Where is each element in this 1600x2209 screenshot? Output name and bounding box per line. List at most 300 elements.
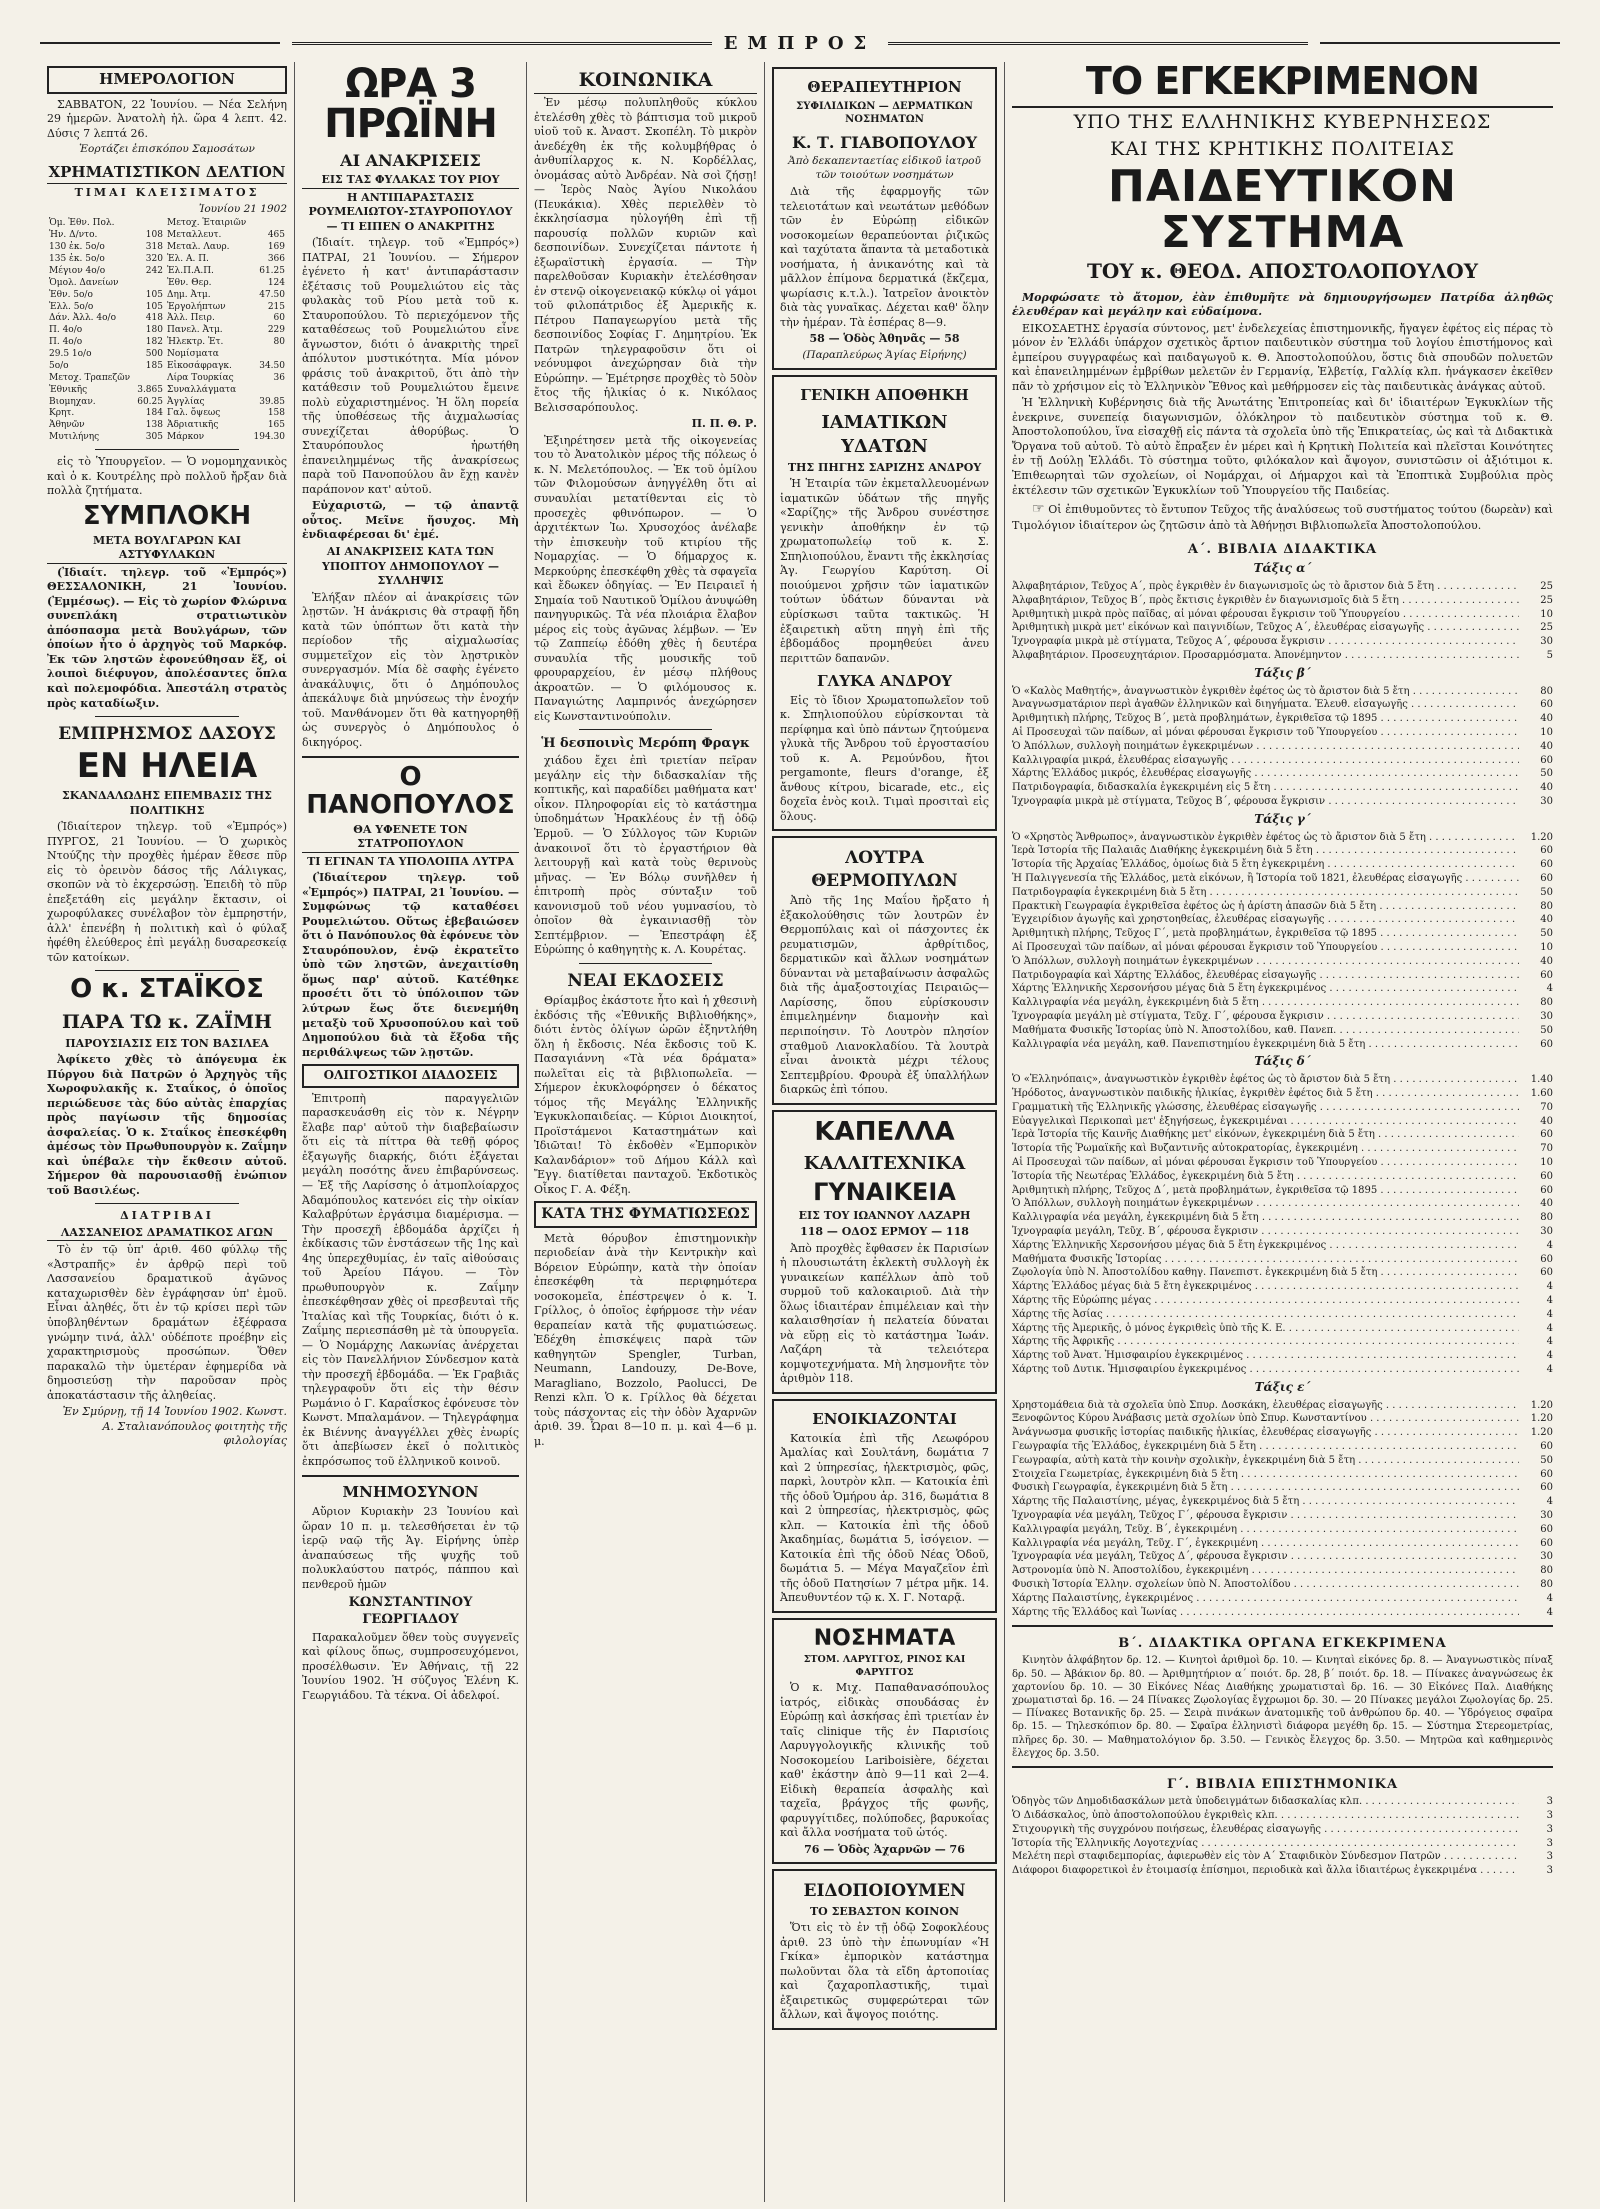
book-item [1012, 1537, 1553, 1551]
book-title: Ἡρόδοτος, ἀναγνωστικὸν παιδικῆς ἡλικίας, ἐγκριθὲν ἐφέτος διὰ 5 ἔτη . . . [1012, 1087, 1519, 1101]
rate-label: Γαλ. ὄψεως [166, 408, 221, 419]
ad-paragraph-2: Ἡ Ἑλληνικὴ Κυβέρνησις διὰ τῆς Ἀνωτάτης Ἐπιτροπείας καὶ δι' ἰδιαιτέρων Ἐγκυκλίων τῆς ἐνεκρινε, συνεπείᾳ διαγωνισμῶν, ὁλόκληρον τὸ παιδευτικὸν σύστημα τοῦ κ. Θ. Ἀποστολοπούλου, ἵνα εἰσαχθῇ εἰς πάντα τὰ σχολεῖα ὑπὸ τῆς Ἐπικρατείας, ὡς καὶ τὰ Διδακτικὰ Ὄργανα τοῦ αὐτοῦ. Τὸ αὐτὸ ἔπραξεν ἐν μέρει καὶ ἡ Κρητικὴ Πολιτεία καὶ πλεῖσται Κοινότητες ἐν τῇ Δούλῃ Ἑλλάδι. Τὸ σύστημα τοῦτο, φιλόκαλον καὶ ἄψογον, συνιστῶσιν οἱ ἀξιότιμοι κ. Ἐπιθεωρηταὶ τῶν σχολείων, οἱ Νομάρχαι, οἱ Δήμαρχοι καὶ τὰ Ἐποπτικὰ Συμβούλια πρὸς ἐκτέλεσιν τῶν σχετικῶν Ἐγκυκλίων τοῦ Ὑπουργείου τῆς Παιδείας. [1012, 396, 1553, 497]
column-5-ad [1005, 62, 1560, 2202]
book-price: 60 [1540, 754, 1553, 766]
rate-value [251, 349, 288, 361]
rate-label: Συναλλάγματα [166, 384, 237, 395]
book-title: Χάρτης τῆς Ἀμερικῆς, ὁ μόνος ἐγκριθεὶς ὑπὸ τῆς Κ. Ε. . . . [1012, 1322, 1519, 1336]
book-price: 1.20 [1530, 1399, 1553, 1411]
book-title: Εὐαγγελικαὶ Περικοπαὶ μετ' ἐξηγήσεως, ἐγκεκριμέναι . . . [1012, 1115, 1519, 1129]
book-item [1012, 996, 1553, 1010]
exchange-table [47, 218, 287, 444]
rate-value: 215 [267, 301, 285, 312]
book-title: Γεωγραφία, αὐτὴ κατὰ τὴν κοινὴν σχολικὴν, ἐγκεκριμένη διὰ 5 ἔτη . . . [1012, 1454, 1519, 1468]
book-title: Χάρτης τῆς Ἀφρικῆς . . . [1012, 1335, 1519, 1349]
signature-koinonika: Π. Π. Θ. Ρ. [691, 417, 757, 431]
article-mnimosynon-2: Παρακαλοῦμεν ὅθεν τοὺς συγγενεῖς καὶ φίλους ὅπως, συμπροσευχόμενοι, προσέλθωσιν. Ἐν Ἀθήναις, τῇ 22 Ἰουνίου 1902. Ἡ σύζυγος Ἑλένη Κ. Γεωργιάδου. Τὰ τέκνα. Οἱ ἀδελφοί. [302, 1630, 519, 1702]
rate-label: Ἑλλ. 5ο/ο [49, 301, 94, 312]
rate-value [134, 278, 165, 290]
headline-staikos: Ο κ. ΣΤΑΪΚΟΣ [70, 974, 264, 1005]
book-item [1012, 1225, 1553, 1239]
book-item [1012, 1426, 1553, 1440]
subheadline-panopoulos: ΘΑ ΥΦΕΝΕΤΕ ΤΟΝ ΣΤΑΤΡΟΠΟΥΛΟΝ [302, 823, 519, 853]
book-price: 80 [1540, 685, 1553, 697]
book-item [1012, 712, 1553, 726]
book-title: Ἰχνογραφία νέα μεγάλη, Τεῦχος Γ΄, φέρουσα ἔγκρισιν . . . [1012, 1509, 1519, 1523]
book-title: Καλλιγραφία νέα μεγάλη, ἐγκεκριμένη διὰ 5 ἔτη . . . [1012, 996, 1519, 1010]
article-olivoi: Ἐπιτροπὴ παραγγελιῶν παρασκευάσθη εἰς τὸν κ. Νέγρην ἔλαβε παρ' αὐτοῦ τὴν διαβεβαίωσιν ὅτι εἰς τὰ πίττρα θὰ τεθῇ φόρος ἐξαγωγῆς διαρκής, διότι ἐξάγεται μεγάλη ποσότης ἄνευ ἐπιβαρύνσεως. — Ἐξ τῆς Λαρίσσης ὁ ἀτμοπλοίαρχος Ἀδαμόπουλος κατενόει εἰς τὴν οἰκίαν Καλαβρύτων ἐργάσιμα διαμέρισμα. — Τὴν προσεχῆ ἑβδομάδα ἀρχίζει ἡ ἐκδίκασις τῶν ἐνστάσεων τῆς 1ης καὶ 4ης ὑπερεχθυμίας, ἐν ταῖς αἰθούσαις τοῦ Ἀρείου Πάγου. — Τὸν πρωθυπουργὸν κ. Ζαΐμην ἐπεσκέφθησαν χθὲς οἱ πρεσβευταὶ τῆς Ἰταλίας καὶ τῆς Τουρκίας, διότι ὁ κ. Ζαΐμης περιεσπάσθη μὲ τὰ ὑπουργεῖα. — Ὁ Νομάρχης Λακωνίας ἀνέρχεται εἰς τὸν Πανελλήνιον Σύνδεσμον κατὰ τὴν προσεχῆ ἑβδομάδα. — Ἐκ Γραβιᾶς τηλεγραφοῦν ὅτι εἰς τὴν θέσιν Ρωμάνιο ὁ Γ. Καραΐσκος ἐφόνευσε τὸν Κωνστ. Μπαλαμάνον. — Τηλεγράφημα ἐκ Βιέννης ἀναγγέλλει χθὲς ἐνωρίς ὅτι ἀπεβίωσεν ἐκεῖ ὁ πολιτικὸς ἐκπρόσωπος τοῦ ἑλληνικοῦ κοινοῦ. [302, 1091, 519, 1468]
rate-value [134, 373, 165, 385]
rate-row [47, 373, 287, 385]
ad-loutra-heading: ΛΟΥΤΡΑ ΘΕΡΜΟΠΥΛΩΝ [811, 848, 958, 891]
rate-label: Δημ. Ἀτμ. [166, 289, 211, 300]
grade-heading: Τάξις ε΄ [1254, 1379, 1311, 1394]
ad-enoikiazontai [772, 1399, 997, 1613]
book-price: 60 [1540, 859, 1553, 871]
headline-mnimosynon: ΜΝΗΜΟΣΥΝΟΝ [342, 1483, 479, 1502]
book-title: Αἱ Προσευχαὶ τῶν παίδων, αἱ μόναι φέρουσαι ἔγκρισιν τοῦ Ὑπουργείου . . . [1012, 941, 1519, 955]
book-title: Ἰχνογραφία μικρὰ μὲ στίγματα, Τεῦχος Α΄, φέρουσα ἔγκρισιν . . . [1012, 635, 1519, 649]
book-title: Χάρτης Ἑλλάδος μικρός, ἐλευθέρας εἰσαγωγῆς . . . [1012, 767, 1519, 781]
article-panopoulos: (Ἰδιαίτερον τηλεγρ. τοῦ «Ἐμπρός») ΠΑΤΡΑΙ, 21 Ἰουνίου. — Συμφώνως τῷ καταθέσει Ρουμελιώτου. Οὕτως ἐβεβαιώσεν ὅτι ὁ Πανόπουλος θὰ ἐφόνευε τὸν Σταυρόπουλον, ἐνῷ ἐκρατεῖτο ὑπὸ τῶν ληστῶν, ἀνεχαιτίσθη ὅμως παρ' αὐτοῦ. Κατέθηκε προσέτι ὅτι τὸ ὑπόλοιπον τῶν λύτρων ἕως ὅτε διενεμήθη μεταξὺ τοῦ Χρυσοπούλου καὶ τοῦ Δημοπούλου διὰ τὰ ἔξοδα τῆς περιθάλψεως τῶν λῃστῶν. [302, 871, 519, 1059]
book-item [1012, 754, 1553, 768]
book-price: 60 [1540, 1129, 1553, 1141]
book-title: Ὁ «Ἑλληνόπαις», ἀναγνωστικὸν ἐγκριθὲν ἐφέτος ὡς τὸ ἄριστον διὰ 5 ἔτη . . . [1012, 1073, 1519, 1087]
book-title: Καλλιγραφία νέα μεγάλη, καθ. Πανεπιστημίου ἐγκεκριμένη διὰ 5 ἔτη . . . [1012, 1038, 1519, 1052]
book-price: 4 [1546, 1239, 1553, 1251]
book-item [1012, 886, 1553, 900]
book-title: Ὁ Ἀπόλλων, συλλογὴ ποιημάτων ἐγκεκριμένων . . . [1012, 955, 1519, 969]
book-title: Ἀριθμητικὴ μικρὰ πρὸς παῖδας, αἱ μόναι φέρουσαι ἔγκρισιν τοῦ Ὑπουργείου . . . [1012, 608, 1519, 622]
rate-label: Πανελ. Ἀτμ. [166, 325, 223, 336]
book-title: Στοιχεῖα Γεωμετρίας, ἐγκεκριμένη διὰ 5 ἔτη . . . [1012, 1468, 1519, 1482]
book-title: Ἰχνογραφία μεγάλη μὲ στίγματα, Τεῦχ. Γ΄, φέρουσα ἔγκρισιν . . . [1012, 1010, 1519, 1024]
rate-label: Βιομηχαν. [49, 396, 96, 407]
book-price: 50 [1540, 1024, 1553, 1036]
book-title: Ἱστορία τῆς Ῥωμαϊκῆς καὶ Βυζαντινῆς αὐτοκρατορίας, ἐγκεκριμένη . . . [1012, 1142, 1519, 1156]
rate-row [47, 230, 287, 242]
ad-headline: ΠΑΙΔΕΥΤΙΚΟΝ ΣΥΣΤΗΜΑ [1108, 161, 1457, 259]
book-price: 4 [1546, 1496, 1553, 1508]
book-item [1012, 1322, 1553, 1336]
grade-heading: Τάξις δ΄ [1254, 1054, 1311, 1069]
book-price: 60 [1540, 845, 1553, 857]
book-price: 30 [1540, 636, 1553, 648]
book-item [1012, 1211, 1553, 1225]
name-mnimosynon: ΚΩΝΣΤΑΝΤΙΝΟΥ ΓΕΩΡΓΙΑΔΟΥ [348, 1595, 473, 1628]
ad-loutra [772, 836, 997, 1104]
book-price: 10 [1540, 1156, 1553, 1168]
book-item [1012, 726, 1553, 740]
book-title: Ἱστορία τῆς Ἀρχαίας Ἑλλάδος, ὁμοίως διὰ 5 ἔτη ἐγκεκριμένη . . . [1012, 858, 1519, 872]
book-price: 40 [1540, 713, 1553, 725]
book-item [1012, 1481, 1553, 1495]
rate-row [47, 337, 287, 349]
rate-value: 61.25 [259, 265, 285, 276]
subheadline-staikos-2: ΠΑΡΟΥΣΙΑΣΙΣ ΕΙΣ ΤΟΝ ΒΑΣΙΛΕΑ [65, 1036, 269, 1050]
rate-row [47, 420, 287, 432]
ad-therap-sub2: Ἀπὸ δεκαπενταετίας εἰδικοῦ ἰατροῦ τῶν τοιούτων νοσημάτων [788, 155, 981, 182]
book-title: Ἀριθμητικὴ πλήρης, Τεῦχος Β΄, μετὰ προβλημάτων, ἐγκριθεῖσα τῷ 1895 . . . [1012, 712, 1519, 726]
book-price: 4 [1546, 1350, 1553, 1362]
book-price: 80 [1540, 1578, 1553, 1590]
divider [1012, 1766, 1553, 1768]
ad-therap-address-2: (Παραπλεύρως Ἁγίας Εἰρήνης) [802, 348, 967, 361]
book-item [1012, 1837, 1553, 1851]
book-price: 60 [1540, 1523, 1553, 1535]
ad-enoik-text: Κατοικία ἐπὶ τῆς Λεωφόρου Ἀμαλίας καὶ Σουλτάνη, δωμάτια 7 καὶ 2 ὑπηρεσίας, ἠλεκτρισμὸς, φῶς, παρκὶ, λουτρὸν κλπ. — Κατοικία ἐπὶ τῆς ὁδοῦ Ὁμήρου ἀρ. 316, δωμάτια 8 καὶ 2 ὑπηρεσίας, ἠλεκτρισμὸς, φῶς κλπ. — Κατοικία ἐπὶ τῆς ὁδοῦ Ἀκαδημίας, δωμάτια 5, ἰσόγειον. — Κατοικία ἐπὶ τῆς ὁδοῦ Νέας Ὁδοῦ, δωμάτια 5. — Μέγα Μαγαζεῖον ἐπὶ τῆς ὁδοῦ Πατησίων 7 μέτρα μῆκ. 14. Ἀπευθυντέον τῷ κ. Χ. Γ. Νοταρᾷ. [780, 1431, 989, 1605]
column-1 [40, 62, 295, 2202]
book-title: Πατριδογραφία, διδασκαλία ἐγκεκριμένη εἰς 5 ἔτη . . . [1012, 781, 1519, 795]
book-item [1012, 858, 1553, 872]
book-title: Μαθήματα Φυσικῆς Ἱστορίας . . . [1012, 1253, 1519, 1267]
book-title: Πατριδογραφία καὶ Χάρτης Ἑλλάδος, ἐλευθέρας εἰσαγωγῆς . . . [1012, 969, 1519, 983]
book-list [1012, 1073, 1553, 1377]
rate-value [251, 218, 288, 230]
masthead [40, 30, 1560, 56]
book-item [1012, 1184, 1553, 1198]
rate-label: Ἐθν. 5ο/ο [49, 289, 93, 300]
book-title: Ἱστορία τῆς Ἑλληνικῆς Λογοτεχνίας . . . [1012, 1837, 1519, 1851]
rate-label: Π. 4ο/ο [49, 337, 83, 348]
book-title: Μαθήματα Φυσικῆς Ἱστορίας ὑπὸ Ν. Ἀποστολίδου, καθ. Πανεπ. . . . [1012, 1024, 1519, 1038]
book-item [1012, 1308, 1553, 1322]
book-item [1012, 740, 1553, 754]
section-b-text: Κινητὸν ἀλφάβητον δρ. 12. — Κινητοὶ ἀριθμοὶ δρ. 10. — Κινηταὶ εἰκόνες δρ. 8. — Ἀναγνωστικὸς πίναξ δρ. 50. — Ἀβάκιον δρ. 80. — Ἀριθμητήριον α΄ ποιότ. δρ. 28, β΄ ποιότ. δρ. 18. — Πίνακες ἀναγνώσεως ἐκ χαρτονίου δρ. 10. — 30 Εἰκόνες Νέας Διαθήκης χρωματισταὶ δρ. 16. — 30 Εἰκόνες Παλ. Διαθήκης χρωματισταὶ δρ. 16. — 24 Πίνακες Ζῳολογίας ἔγχρωμοι δρ. 30. — 20 Πίνακες μεγάλοι Ζῳολογίας δρ. 25. — Πίνακες Βοτανικῆς δρ. 25. — Σειρὰ πινάκων ἀνατομικῆς τοῦ ἀνθρώπου δρ. 40. — Ὑδρόγειος σφαῖρα δρ. 15. — Τηλεσκόπιον δρ. 80. — Σφαῖρα ἐλληνιστὶ διάφορα μεγέθη δρ. 15. — Σύστημα Στερεομετρίας, πλῆρες δρ. 30. — Μαθηματολόγιον δρ. 3.50. — Γενικὸς ἔλεγχος δρ. 3.50. — Μητρῶα καὶ καθημερινὸς ἔλεγχος δρ. 3.50. [1012, 1655, 1553, 1759]
rate-value: 3.865 [137, 384, 163, 395]
rate-label: Μετοχ. Ἑταιριῶν [166, 218, 247, 229]
book-price: 80 [1540, 1212, 1553, 1224]
book-item [1012, 1606, 1553, 1620]
book-price: 3 [1546, 1865, 1553, 1877]
book-price: 60 [1540, 1482, 1553, 1494]
book-item [1012, 1128, 1553, 1142]
headline-merops: Ἡ δεσποινὶς Μερόπη Φραγκ [541, 736, 750, 752]
rate-label: Μάρκον [166, 432, 205, 443]
rate-row [47, 290, 287, 302]
book-price: 40 [1540, 955, 1553, 967]
book-price: 60 [1540, 699, 1553, 711]
grade-lists [1012, 561, 1553, 1619]
book-price: 4 [1546, 1592, 1553, 1604]
book-price: 10 [1540, 608, 1553, 620]
rate-label: 130 ἐκ. 5ο/ο [49, 242, 105, 253]
divider [95, 716, 239, 717]
rate-value: 320 [145, 254, 163, 264]
book-item [1012, 698, 1553, 712]
book-title: Ὁ «Καλὸς Μαθητής», ἀναγνωστικὸν ἐγκριθὲν ἐφέτος ὡς τὸ ἄριστον διὰ 5 ἔτη . . . [1012, 685, 1519, 699]
headline-emprismos: ΕΜΠΡΗΣΜΟΣ ΔΑΣΟΥΣ [58, 724, 276, 745]
book-price: 60 [1540, 1267, 1553, 1279]
exchange-date: Ἰουνίου 21 1902 [198, 202, 287, 215]
rate-value: 39.85 [259, 396, 285, 407]
book-title: Φυσικὴ Γεωγραφία, ἐγκεκριμένη διὰ 5 ἔτη . . . [1012, 1481, 1519, 1495]
book-title: Ἀστρονομία ὑπὸ Ν. Ἀποστολίδου, ἐγκεκριμένη . . . [1012, 1564, 1519, 1578]
rate-value: 318 [145, 242, 163, 253]
book-item [1012, 1823, 1553, 1837]
book-price: 50 [1540, 768, 1553, 780]
section-c-list [1012, 1795, 1553, 1878]
book-item [1012, 1142, 1553, 1156]
book-price: 1.20 [1530, 831, 1553, 843]
masthead-rule [292, 42, 712, 45]
rate-value: 242 [145, 265, 163, 276]
book-title: Καλλιγραφία μεγάλη, Τεῦχ. Β΄, ἐγκεκριμένη . . . [1012, 1523, 1519, 1537]
book-item [1012, 1864, 1553, 1878]
ad-eidopoioumen-text: Ὅτι εἰς τὸ ἐν τῇ ὁδῷ Σοφοκλέους ἀριθ. 23 ὑπὸ τὴν ἐπωνυμίαν «Ἡ Γκίκα» ἐμπορικὸν κατάστημα πωλοῦνται ὅλα τὰ εἴδη ἀρτοποιίας καὶ ζαχαροπλαστικῆς, τιμαὶ ἐξαιρετικῶς συμφερώτεραι τῶν ἄλλων, καὶ ἄψογος ποιότης. [780, 1921, 989, 2022]
column-4 [765, 62, 1005, 2202]
masthead-title: ΕΜΠΡΟΣ [723, 32, 877, 54]
book-title: Ἱερὰ Ἱστορία τῆς Παλαιᾶς Διαθήκης ἐγκεκριμένη διὰ 5 ἔτη . . . [1012, 844, 1519, 858]
rate-value: 138 [145, 420, 163, 431]
book-price: 70 [1540, 1143, 1553, 1155]
rate-value: 194.30 [253, 432, 285, 443]
subheadline-ora-3: Η ΑΝΤΙΠΑΡΑΣΤΑΣΙΣ ΡΟΥΜΕΛΙΩΤΟΥ-ΣΤΑΥΡΟΠΟΥΛΟΥ — ΤΙ ΕΙΠΕΝ Ο ΑΝΑΚΡΙΤΗΣ [308, 190, 513, 233]
ad-gynaikeia: ΓΥΝΑΙΚΕΙΑ [813, 1177, 956, 1206]
article-koinonika-2: Ἐξιηρέτησεν μετὰ τῆς οἰκογενείας του τὸ Ἀνατολικὸν μέρος τῆς πόλεως ὁ κ. Ν. Μελετόπουλος. — Ἐκ τοῦ ὁμίλου τῶν Φιλομούσων ἀνηγγέλθη ὅτι αἱ συναυλίαι μετατίθενται εἰς τὸ προσεχὲς φθινόπωρον. — Ὁ ἀρχιτέκτων Ἰω. Χρυσοχόος ἀνέλαβε τὴν ἐπισκευὴν τοῦ κτιρίου τῆς Νομαρχίας. — Ὁ δήμαρχος κ. Μερκούρης ἐπεσκέφθη χθὲς τὰ σφαγεῖα καὶ ἔδωκεν ὁδηγίας. — Ἐν Πειραιεῖ ἡ Σημαία τοῦ Ναυτικοῦ Ὁμίλου ἀνυψώθη πανηγυρικῶς. Τὰ νέα πλοιάρια ἔλαβον μέρος εἰς τοὺς ἀγῶνας λέμβων. — Ἐν τῷ Ζαππείῳ ἐδόθη χθὲς ἡ δευτέρα συναυλία τῆς μουσικῆς τοῦ φρουραρχείου, ἐν μέσῳ πλήθους ἀκροατῶν. — Ὁ φιλόμουσος κ. Παναγιώτης Λαμπρινός ἀνεχώρησεν εἰς Κωνσταντινούπολιν. [534, 433, 757, 723]
article-merops: χιάδου ἔχει ἐπὶ τριετίαν πεῖραν μεγάλην εἰς τὴν διδασκαλίαν τῆς κοπτικῆς, καὶ παραδίδει μαθήματα κατ' οἶκον. Πληροφορίαι εἰς τὸ κατάστημα ὑποδημάτων Ἡρακλέους ἐν τῇ ὁδῷ Ἑρμοῦ. — Ὁ Σύλλογος τῶν Κυριῶν ἀνακοινοῖ ὅτι τὸ ἐργαστήριον θὰ λειτουργῇ καὶ κατὰ τοὺς θερινοὺς μῆνας. — Ἐν Βόλῳ συνῆλθεν ἡ ἐπιτροπὴ πρὸς σύνταξιν τοῦ κανονισμοῦ τοῦ νέου γυμνασίου, τὸ ὁποῖον θὰ ἐγκαινιασθῇ τὸν Σεπτέμβριον. — Ἐπεστράφη ἐξ Εὐρώπης ὁ καθηγητὴς κ. Λ. Κουρέτας. [534, 754, 757, 957]
book-title: Ὁδηγὸς τῶν Δημοδιδασκάλων μετὰ ὑποδειγμάτων διδασκαλίας κλπ. . . . [1012, 1795, 1519, 1809]
book-item [1012, 1440, 1553, 1454]
book-title: Αἱ Προσευχαὶ τῶν παίδων, αἱ μόναι φέρουσαι ἔγκρισιν τοῦ Ὑπουργείου . . . [1012, 726, 1519, 740]
rate-row [47, 254, 287, 266]
book-price: 25 [1540, 594, 1553, 606]
headline-ileia: ΕΝ ΗΛΕΙΑ [76, 746, 258, 787]
ad-gynaikeia-address: 118 — ΟΔΟΣ ΕΡΜΟΥ — 118 [800, 1225, 969, 1239]
book-price: 4 [1546, 1336, 1553, 1348]
book-item [1012, 1038, 1553, 1052]
book-title: Φυσικὴ Ἱστορία Ἑλλην. σχολείων ὑπὸ Ν. Ἀποστολίδου . . . [1012, 1578, 1519, 1592]
rate-label: Ἀθηνῶν [49, 420, 85, 431]
book-price: 80 [1540, 900, 1553, 912]
rate-row [47, 385, 287, 397]
book-price: 60 [1540, 1170, 1553, 1182]
rate-row [47, 397, 287, 409]
book-item [1012, 1266, 1553, 1280]
book-item [1012, 1115, 1553, 1129]
ad-line-2: ΚΑΙ ΤΗΣ ΚΡΗΤΙΚΗΣ ΠΟΛΙΤΕΙΑΣ [1110, 137, 1455, 160]
book-price: 40 [1540, 740, 1553, 752]
ad-therap-heading: ΘΕΡΑΠΕΥΤΗΡΙΟΝ [807, 78, 962, 96]
book-price: 60 [1540, 1184, 1553, 1196]
rate-label: Νομίσματα [166, 349, 219, 359]
rate-label: Π. 4ο/ο [49, 325, 83, 336]
ad-apothiki-text: Ἡ Ἑταιρία τῶν ἐκμεταλλευομένων ἰαματικῶν ὑδάτων τῆς πηγῆς «Σαρίζης» τῆς Ἄνδρου συνέστησε γενικὴν ἀποθήκην ἐν τῷ χρωματοπωλείῳ τοῦ κ. Σ. Σπηλιοπούλου, ἔναντι τῆς ἐκκλησίας Ἁγ. Γεωργίου Καρύτση. Οἱ ποιούμενοι χρῆσιν τῶν ἰαματικῶν τούτων ὑδάτων δύνανται νὰ εὑρίσκωσι ταῦτα τακτικῶς. Ἡ ἐξαιρετικὴ αὕτη πηγὴ ἐπὶ τῆς ἑβδομάδος προμηθεύει ἀνευ περιττῶν δαπανῶν. [780, 477, 989, 665]
grade-heading: Τάξις α΄ [1253, 561, 1312, 576]
section-diatrivai: ΔΙΑΤΡΙΒΑΙ [120, 1209, 214, 1223]
book-item [1012, 1156, 1553, 1170]
ad-paragraph-1: ΕΙΚΟΣΑΕΤΗΣ ἐργασία σύντονος, μετ' ἐνδελεχείας ἐπιστημονικῆς, ἤγαγεν ἐφέτος εἰς πέρας τὸ μόνον ἐν Ἑλλάδι ὑπάρχον σχετικὸς ἄρτιον παιδευτικὸν σύστημα τοῦ λογίου ἐπιστήμονος καὶ ἐμπείρου συγγραφέως καὶ παιδαγωγοῦ κ. Θ. Ἀποστολοπούλου, ὅστις διὰ σπουδῶν πολυετῶν καὶ ἐπανειλημμένων ἐμβρίθων μελετῶν ἐν Γερμανίᾳ, Ἑλβετίᾳ, Γαλλίᾳ κλπ. ἠνάγκασεν ἐκεῖθεν πᾶν τὸ χρήσιμον εἰς τὸ Ἑλληνικὸν Ἔθνος καὶ μεθήρμοσεν εἰς τὰς παιδευτικὰς ἀνάγκας αὐτοῦ. [1012, 321, 1553, 393]
book-price: 3 [1546, 1796, 1553, 1808]
headline-fymatiosis: ΚΑΤΑ ΤΗΣ ΦΥΜΑΤΙΩΣΕΩΣ [534, 1201, 757, 1227]
book-item [1012, 580, 1553, 594]
book-item [1012, 831, 1553, 845]
rate-label: Κρητ. [49, 408, 75, 419]
book-price: 50 [1540, 928, 1553, 940]
book-title: Χάρτης τοῦ Δυτικ. Ἡμισφαιρίου ἐγκεκριμένος . . . [1012, 1363, 1519, 1377]
book-title: Ἀλφαβητάριον. Προσευχητάριον. Προσαρμόσματα. Ἀπονέμηντον . . . [1012, 649, 1519, 663]
subheadline-panopoulos-2: ΤΙ ΕΓΙΝΑΝ ΤΑ ΥΠΟΛΟΙΠΑ ΛΥΤΡΑ [307, 854, 514, 868]
article-staikos: Ἀφίκετο χθὲς τὸ ἀπόγευμα ἐκ Πύργου διὰ Πατρῶν ὁ Ἀρχηγὸς τῆς Χωροφυλακῆς κ. Σταΐκος, ὁ ὁποῖος περιώδευσε τὰς δύο αὐτὰς ἐπαρχίας πρὸς παγίωσιν τῆς δημοσίας ἀσφαλείας. Ὁ κ. Σταΐκος ἐπεσκέφθη ἀμέσως τὸν Πρωθυπουργὸν κ. Ζαΐμην καὶ ὑπέβαλε τὴν ἔκθεσιν αὐτοῦ. Σήμερον θὰ παρουσιασθῇ ἐνώπιον τοῦ Βασιλέως. [47, 1053, 287, 1197]
rate-label: Ἑλ. Α. Π. [166, 254, 209, 264]
book-item [1012, 955, 1553, 969]
ad-therap-sub: ΣΥΦΙΛΙΔΙΚΩΝ — ΔΕΡΜΑΤΙΚΩΝ ΝΟΣΗΜΑΤΩΝ [796, 100, 973, 125]
book-price: 25 [1540, 581, 1553, 592]
book-title: Ἐγχειρίδιον ἀγωγῆς καὶ χρηστοηθείας, ἐλευθέρας εἰσαγωγῆς . . . [1012, 913, 1519, 927]
book-title: Ὁ Ἀπόλλων, συλλογὴ ποιημάτων ἐγκεκριμένων . . . [1012, 740, 1519, 754]
book-item [1012, 1087, 1553, 1101]
book-price: 40 [1540, 1198, 1553, 1210]
book-title: Χάρτης Ἑλληνικῆς Χερσονήσου μέγας διὰ 5 ἔτη ἐγκεκριμένος . . . [1012, 982, 1519, 996]
rate-row [47, 302, 287, 314]
headline-panopoulos: Ο ΠΑΝΟΠΟΥΛΟΣ [306, 762, 515, 820]
book-item [1012, 767, 1553, 781]
book-price: 1.20 [1530, 1413, 1553, 1425]
headline-ekdoseis: ΝΕΑΙ ΕΚΔΟΣΕΙΣ [567, 970, 724, 991]
book-price: 3 [1546, 1851, 1553, 1863]
rate-row [47, 325, 287, 337]
ad-nosimata [772, 1618, 997, 1864]
rate-row [47, 218, 287, 230]
ad-gynaikeia-text: Ἀπὸ προχθὲς ἔφθασεν ἐκ Παρισίων ἡ πλουσιωτάτη ἐκλεκτὴ συλλογὴ ἐκ γυναικείων καπέλλων ἀπὸ τοῦ συρμοῦ τοῦ καλοκαιριοῦ. Διὰ τὴν ὅλως ἰδιαιτέραν ἐπιμέλειαν καὶ τὴν καλαισθησίαν ἡ πελατεία δύναται νὰ εὕρῃ εἰς τὸ κατάστημα Ἰωάν. Λαζάρη τὰ τελειότερα κομψοτεχνήματα. Μὴ λησμονῆτε τὸν ἀριθμὸν 118. [780, 1241, 989, 1386]
rate-row [47, 408, 287, 420]
book-price: 50 [1540, 1454, 1553, 1466]
book-price: 60 [1540, 873, 1553, 884]
rate-label: Ὁμολ. Δανείων [49, 277, 119, 288]
book-item [1012, 1523, 1553, 1537]
book-price: 40 [1540, 914, 1553, 926]
book-item [1012, 969, 1553, 983]
book-price: 60 [1540, 1038, 1553, 1050]
book-title: Ξενοφῶντος Κύρου Ἀνάβασις μετὰ σχολίων ὑπὸ Σπυρ. Κωνσταντίνου . . . [1012, 1412, 1519, 1426]
grade-heading: Τάξις γ΄ [1254, 811, 1311, 826]
book-item [1012, 1564, 1553, 1578]
section-b-heading: Β΄. ΔΙΔΑΚΤΙΚΑ ΟΡΓΑΝΑ ΕΓΚΕΚΡΙΜΕΝΑ [1118, 1636, 1447, 1652]
book-title: Ἀνάγνωσμα φυσικῆς ἱστορίας παιδικῆς ἡλικίας, ἐλευθέρας εἰσαγωγῆς . . . [1012, 1426, 1519, 1440]
rate-value: 366 [267, 254, 285, 264]
rate-value: 180 [145, 325, 163, 336]
rate-value: 60 [273, 313, 285, 324]
book-price: 30 [1540, 1010, 1553, 1022]
signature-agon: Ἐν Σμύρνῃ, τῇ 14 Ἰουνίου 1902. Κωνστ. Α. Σταλιανόπουλος φοιτητὴς τῆς φιλολογίας [62, 1405, 287, 1448]
book-price: 4 [1546, 983, 1553, 995]
rate-value: 108 [145, 230, 163, 241]
article-koinonika: Ἐν μέσῳ πολυπληθοῦς κύκλου ἐτελέσθη χθὲς τὸ βάπτισμα τοῦ μικροῦ υἱοῦ τοῦ κ. Ἀναστ. Σκοπέλη. Τὸ μικρὸν ἀνεδέχθη ἐκ τῆς κολυμβήθρας ὁ ἀνθυπίλαρχος κ. Ν. Κορδέλλας, ὀνομάσας αὐτὸ Ἀνδρέαν. Νὰ σοὶ ζήσῃ! — Ἱερὸς Ναὸς Ἁγίου Νικολάου (Πευκάκια). Χθὲς περιελθὲν τὸ ἐκκλησίασμα ηὐλογήθη ἐπὶ τῇ παρουσίᾳ πολλῶν κυριῶν καὶ δεσποινίδων. Συνεχίζεται πάντοτε ἡ ἐξωραϊστικὴ ἐργασία. — Τὴν παρελθοῦσαν Κυριακὴν ἐτελέσθησαν ἐν στενῷ οἰκογενειακῷ κύκλῳ οἱ γάμοι τοῦ φιλοπάτριδος ἐξ Ἀμερικῆς κ. Πέτρου Παπαγεωργίου μετὰ τῆς δεσποινίδος Σοφίας Γ. Δημητρίου. Ἐκ Πατρῶν τηλεγραφοῦσιν ὅτι οἱ νεόνυμφοι ἀνεχώρησαν διὰ τὴν Εὐρώπην. — Ἐμέτρησε προχθὲς τὸ 50ὸν ἔτος τῆς ἡλικίας ὁ κ. Νικόλαος Βελισσαρόπουλος. [534, 96, 757, 414]
ad-paragraph-3-text: Οἱ ἐπιθυμοῦντες τὸ ἔντυπον Τεῦχος τῆς ἀναλύσεως τοῦ συστήματος τούτου (δωρεὰν) καὶ Τιμολόγιον ἰδιαίτερον ὡς ζητῶσιν ἀπὸ τὰ Ἀθήνῃσι Βιβλιοπωλεῖα Ἀποστολοπούλου. [1012, 503, 1553, 532]
rate-label: Μεταλλευτ. [166, 230, 222, 241]
pointing-hand-icon: ☞ [1032, 501, 1045, 518]
book-item [1012, 635, 1553, 649]
article-ora-2: Ἐλήξαν πλέον αἱ ἀνακρίσεις τῶν λῃστῶν. Ἡ ἀνάκρισις θὰ στραφῇ ἤδη κατὰ τῶν ὑπόπτων ὅτι κατὰ τὴν περίοδον τῆς αἰχμαλωσίας συμμετεῖχον εἰς τὸν λῃστρικὸν συνεργασμόν. Μία δὲ σαφὴς ἐγένετο ἀνακάλυψις, ὅτι ὁ Δημόπουλος ἀπεκάλυψε διὰ μηνύσεως τὴν ἐνοχήν τοῦ. Μανθάνομεν ὅτι θὰ κατηγορηθῇ ὡς συνεργὸς ὁ Δημόπουλος ὁ δικηγόρος. [302, 590, 519, 749]
book-price: 5 [1546, 649, 1553, 661]
rate-label: Ἑλ.Π.Α.Π. [166, 265, 214, 276]
masthead-rule-left [40, 42, 280, 44]
ad-gynaikeia-sub: ΕΙΣ ΤΟΥ ΙΩΑΝΝΟΥ ΛΑΖΑΡΗ [798, 1208, 971, 1222]
book-item [1012, 608, 1553, 622]
book-title: Χάρτης Παλαιστίνης, ἐγκεκριμένος . . . [1012, 1592, 1519, 1606]
rate-value: 184 [145, 408, 163, 419]
rate-label: 135 ἐκ. 5ο/ο [49, 254, 105, 264]
ad-slogan: Μορφώσατε τὸ ἄτομον, ἐὰν ἐπιθυμῆτε νὰ δημιουργήσωμεν Πατρίδα ἀληθῶς ἐλευθέραν καὶ μεγάλην καὶ εὐδαίμονα. [1012, 290, 1553, 319]
divider [1012, 1625, 1553, 1627]
rate-row [47, 313, 287, 325]
ad-eidopoioumen [772, 1869, 997, 2030]
ad-apothiki-heading: ΓΕΝΙΚΗ ΑΠΟΘΗΚΗ [800, 385, 969, 404]
article-ora: (Ἰδιαίτ. τηλεγρ. τοῦ «Ἐμπρός») ΠΑΤΡΑΙ, 21 Ἰουνίου. — Σήμερον ἐγένετο ἡ κατ' ἀντιπαράστασιν ἐξέτασις τοῦ Ρουμελιώτου εἰς τὰς φυλακὰς τοῦ Ρίου μετὰ τοῦ κ. Σταυροπούλου. Τὸ περιεχόμενον τῆς καταθέσεως τοῦ Ρουμελιώτου εἶνε ἄγνωστον, διότι ὁ ἀνακριτὴς τηρεῖ ἀπόλυτον μυστικότητα. Μία μόνον φράσις τοῦ ἀνακριτοῦ, ὅτι ἀπὸ τὴν κατάθεσιν τοῦ Ρουμελιώτου ἔμεινε πολὺ εὐχαριστημένος. Ἡ ὅλη πορεία τῆς ὑποθέσεως τῆς ἀιχμαλωσίας συνεχίζεται ἀθορύβως. Ὁ Σταυρόπουλος ἠρωτήθη ἐπανειλημμένως τῆς ἀνακρίσεως παρὰ τοῦ Πανοπούλου ἂν ἔχῃ κανὲν παράπονον κατ' αὐτοῦ. [302, 236, 519, 496]
book-title: Χάρτης τῆς Ἑλλάδος καὶ Ἰωνίας . . . [1012, 1606, 1519, 1620]
rate-value: 47.50 [259, 289, 285, 300]
rate-label: Ἀγγλίας [166, 396, 205, 407]
book-item [1012, 1495, 1553, 1509]
book-price: 4 [1546, 1308, 1553, 1320]
grade-heading: Τάξις β΄ [1254, 665, 1311, 680]
calendar-text: ΣΑΒΒΑΤΟΝ, 22 Ἰουνίου. — Νέα Σελήνη 29 ἡμερῶν. Ἀνατολὴ ἡλ. ὥρα 4 λεπτ. 42. Δύσις 7 λεπτά 26. [47, 97, 287, 140]
divider [95, 449, 239, 450]
ad-loutra-text: Ἀπὸ τῆς 1ης Μαΐου ἤρξατο ἡ ἐξακολούθησις τῶν λουτρῶν ἐν Θερμοπύλαις καὶ οἱ πάσχοντες ἐκ ρευματισμῶν, ἀρθρίτιδος, δερματικῶν καὶ ἄλλων νοσημάτων δύνανται νὰ μεταβαίνωσιν ἀσφαλῶς διὰ τῆς ἀμαξοστοιχίας Πειραιῶς—Λαρίσσης, ὅπου εὑρίσκουσιν ἐπιμελημένην διαμονὴν καὶ περιποίησιν. Τὸ Λουτρὸν πλησίον σταθμοῦ Λιανοκλαδίου. Τὰ λουτρὰ εἶναι ἀνοικτὰ μέχρι τέλους Σεπτεμβρίου. Φρουρὰ ἐξ ὑπαλλήλων διαρκῶς ἐπὶ τόπου. [780, 894, 989, 1097]
subheadline-ileia: ΣΚΑΝΔΑΛΩΔΗΣ ΕΠΕΜΒΑΣΙΣ ΤΗΣ ΠΟΛΙΤΙΚΗΣ [62, 789, 272, 817]
ad-enoik-heading: ΕΝΟΙΚΙΑΖΟΝΤΑΙ [812, 1410, 957, 1428]
rate-value: 305 [145, 432, 163, 443]
book-title: Χάρτης Ἑλληνικῆς Χερσονήσου μέγας διὰ 5 ἔτη ἐγκεκριμένος . . . [1012, 1239, 1519, 1253]
ad-subheadline: ΤΟΥ κ. ΘΕΟΔ. ΑΠΟΣΤΟΛΟΠΟΥΛΟΥ [1086, 259, 1478, 284]
rate-label: Λίρα Τουρκίας [166, 372, 234, 383]
calendar-note: Ἑορτάζει ἑπισκόπου Σαμοσάτων [79, 143, 255, 156]
book-title: Χάρτης τῆς Παλαιστίνης, μέγας, ἐγκεκριμένος διὰ 5 ἔτη . . . [1012, 1495, 1519, 1509]
rate-value: 418 [145, 313, 163, 324]
book-item [1012, 1073, 1553, 1087]
book-price: 80 [1540, 997, 1553, 1009]
book-price: 10 [1540, 941, 1553, 953]
book-item [1012, 1363, 1553, 1377]
divider [579, 963, 713, 964]
column-3 [527, 62, 765, 2202]
book-title: Ἀριθμητικὴ πλήρης, Τεῦχος Δ΄, μετὰ προβλημάτων, ἐγκριθεῖσα τῷ 1895 . . . [1012, 1184, 1519, 1198]
divider [95, 970, 239, 971]
book-title: Ἱερὰ Ἱστορία τῆς Καινῆς Διαθήκης μετ' εἰκόνων, ἐγκεκριμένη διὰ 5 ἔτη . . . [1012, 1128, 1519, 1142]
headline-symploki: ΣΥΜΠΛΟΚΗ [82, 500, 252, 531]
book-title: Γεωγραφία τῆς Ἑλλάδος, ἐγκεκριμένη διὰ 5 ἔτη . . . [1012, 1440, 1519, 1454]
book-price: 30 [1540, 1509, 1553, 1521]
book-price: 60 [1540, 1440, 1553, 1452]
ad-therapeftirion [772, 67, 997, 370]
book-price: 10 [1540, 727, 1553, 738]
book-title: Χάρτης τῆς Εὐρώπης μέγας . . . [1012, 1294, 1519, 1308]
book-item [1012, 1349, 1553, 1363]
section-a-heading: Α΄. ΒΙΒΛΙΑ ΔΙΔΑΚΤΙΚΑ [1187, 542, 1378, 558]
rate-label: Μετοχ. Τραπεζῶν [49, 372, 131, 383]
section-c-heading: Γ΄. ΒΙΒΛΙΑ ΕΠΙΣΤΗΜΟΝΙΚΑ [1166, 1776, 1399, 1792]
book-price: 30 [1540, 795, 1553, 807]
ad-glyka-heading: ΓΛΥΚΑ ΑΝΔΡΟΥ [817, 672, 952, 691]
rate-value: 182 [145, 337, 163, 348]
book-item [1012, 1010, 1553, 1024]
quote-ora: Εὐχαριστῶ, — τῷ ἀπαντᾷ οὗτος. Μεῖνε ἥσυχος. Μὴ ἐνδιαφέρεσαι δι' ἐμέ. [302, 499, 519, 542]
rate-value: 158 [267, 408, 285, 419]
rate-label: Ἐθν. Θερ. [166, 277, 212, 288]
rate-row [47, 432, 287, 444]
book-title: Ἀλφαβητάριον, Τεῦχος Α΄, πρὸς ἐγκριθὲν ἐν διαγωνισμοῖς ὡς τὸ ἄριστον διὰ 5 ἔτη . . . [1012, 580, 1519, 594]
headline-ora: ΩΡΑ 3 ΠΡΩΪΝΗ [324, 62, 497, 147]
book-price: 1.40 [1530, 1074, 1553, 1086]
book-title: Ἀλφαβητάριον, Τεῦχος Β΄, πρὸς ἔκτισις ἐγκριθὲν ἐν διαγωνισμοῖς διὰ 5 ἔτη . . . [1012, 594, 1519, 608]
book-item [1012, 1509, 1553, 1523]
divider [95, 1203, 239, 1204]
rate-label: Δάν. Ἀλλ. 4ο/ο [49, 313, 116, 324]
rate-label: Μέγιον 4ο/ο [49, 265, 106, 276]
book-price: 4 [1546, 1322, 1553, 1334]
book-item [1012, 1550, 1553, 1564]
ad-kapella-heading: ΚΑΠΕΛΛΑ [814, 1116, 955, 1147]
